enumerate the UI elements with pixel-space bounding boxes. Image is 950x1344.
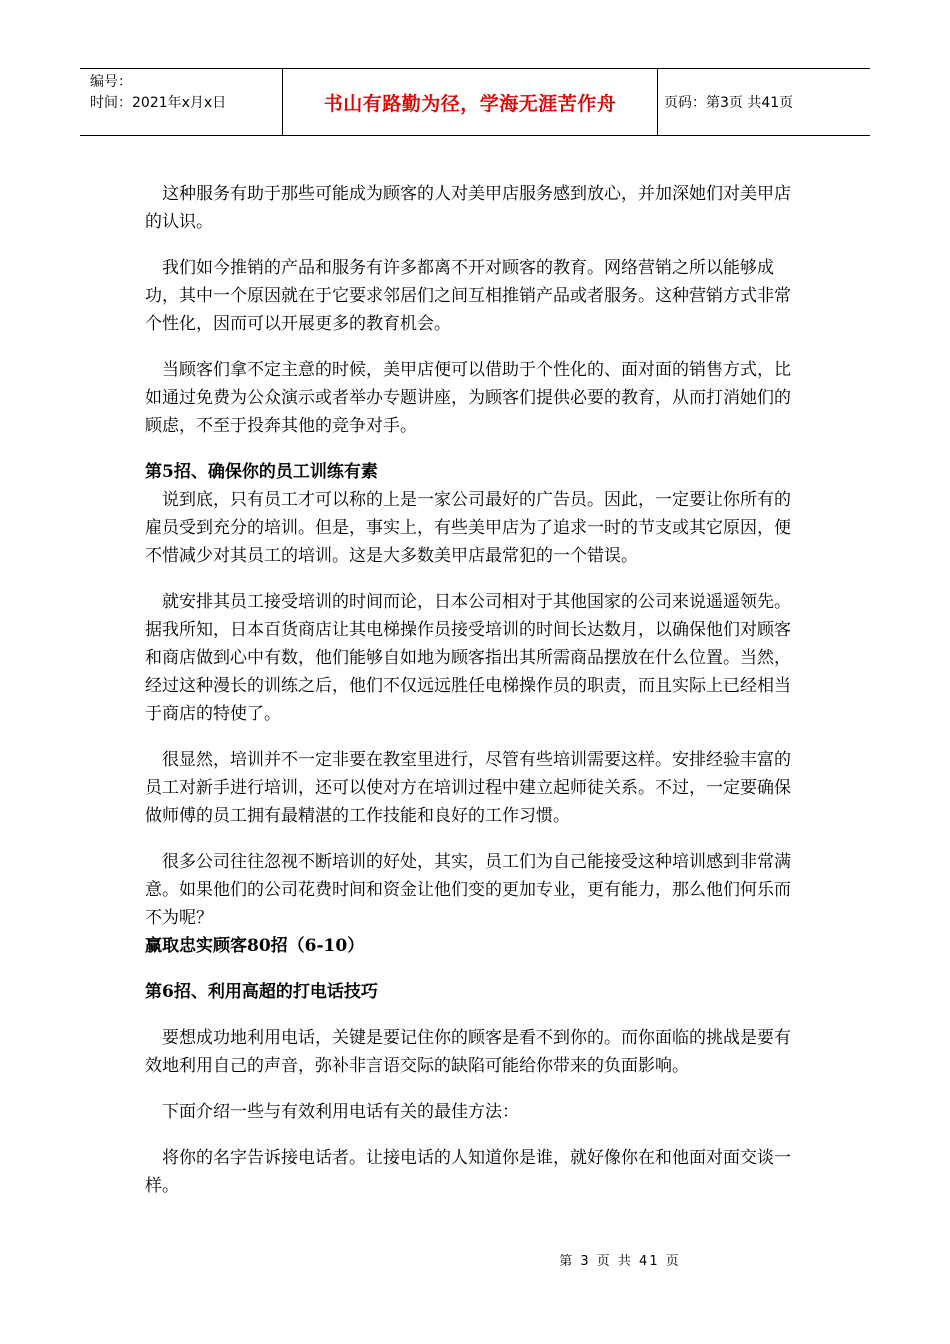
paragraph: 当顾客们拿不定主意的时候，美甲店便可以借助于个性化的、面对面的销售方式，比如通过免费为公众演示或者举办专题讲座，为顾客们提供必要的教育，从而打消她们的顾虑，不至于投奔其他的竞争对手。 xyxy=(145,360,791,436)
paragraph: 说到底，只有员工才可以称的上是一家公司最好的广告员。因此，一定要让你所有的雇员受到充分的培训。但是，事实上，有些美甲店为了追求一时的节支或其它原因，便不惜减少对其员工的培训。这是大多数美甲店最常犯的一个错误。 xyxy=(145,490,791,566)
paragraph: 很显然，培训并不一定非要在教室里进行，尽管有些培训需要这样。安排经验丰富的员工对新手进行培训，还可以使对方在培训过程中建立起师徒关系。不过，一定要确保做师傅的员工拥有最精湛的工作技能和良好的工作习惯。 xyxy=(145,750,791,826)
paragraph: 我们如今推销的产品和服务有许多都离不开对顾客的教育。网络营销之所以能够成功，其中一个原因就在于它要求邻居们之间互相推销产品或者服务。这种营销方式非常个性化，因而可以开展更多的教育机会。 xyxy=(145,258,791,334)
header-page-info xyxy=(658,69,870,135)
section-heading-6: 第6招、利用高超的打电话技巧 xyxy=(145,982,378,1002)
paragraph: 这种服务有助于那些可能成为顾客的人对美甲店服务感到放心，并加深她们对美甲店的认识。 xyxy=(145,184,791,232)
series-heading: 赢取忠实顾客80招（6-10） xyxy=(145,936,365,956)
paragraph: 下面介绍一些与有效利用电话有关的最佳方法： xyxy=(162,1102,519,1122)
paragraph: 很多公司往往忽视不断培训的好处，其实，员工们为自己能接受这种培训感到非常满意。如果他们的公司花费时间和资金让他们变的更加专业，更有能力，那么他们何乐而不为呢？ xyxy=(145,852,791,928)
page-info: 页码：第3页 共41页 xyxy=(664,95,794,111)
header-motto: 书山有路勤为径，学海无涯苦作舟 xyxy=(323,92,617,115)
page-footer xyxy=(0,1250,950,1269)
footer-page-number: 第 3 页 共 41 页 xyxy=(559,1254,681,1269)
date-label: 时间：2021年x月x日 xyxy=(90,95,227,111)
number-label: 编号： xyxy=(90,74,132,90)
header-meta xyxy=(80,69,283,135)
paragraph: 要想成功地利用电话，关键是要记住你的顾客是看不到你的。而你面临的挑战是要有效地利用自己的声音，弥补非言语交际的缺陷可能给你带来的负面影响。 xyxy=(145,1028,791,1076)
page-header xyxy=(80,68,870,136)
document-body xyxy=(145,180,805,1218)
header-motto-cell xyxy=(283,69,658,135)
section-heading-5: 第5招、确保你的员工训练有素 xyxy=(145,462,378,482)
paragraph: 就安排其员工接受培训的时间而论，日本公司相对于其他国家的公司来说遥遥领先。据我所知，日本百货商店让其电梯操作员接受培训的时间长达数月，以确保他们对顾客和商店做到心中有数，他们能够自如地为顾客指出其所需商品摆放在什么位置。当然，经过这种漫长的训练之后，他们不仅远远胜任电梯操作员的职责，而且实际上已经相当于商店的特使了。 xyxy=(145,592,791,724)
paragraph: 将你的名字告诉接电话者。让接电话的人知道你是谁，就好像你在和他面对面交谈一样。 xyxy=(145,1148,791,1196)
